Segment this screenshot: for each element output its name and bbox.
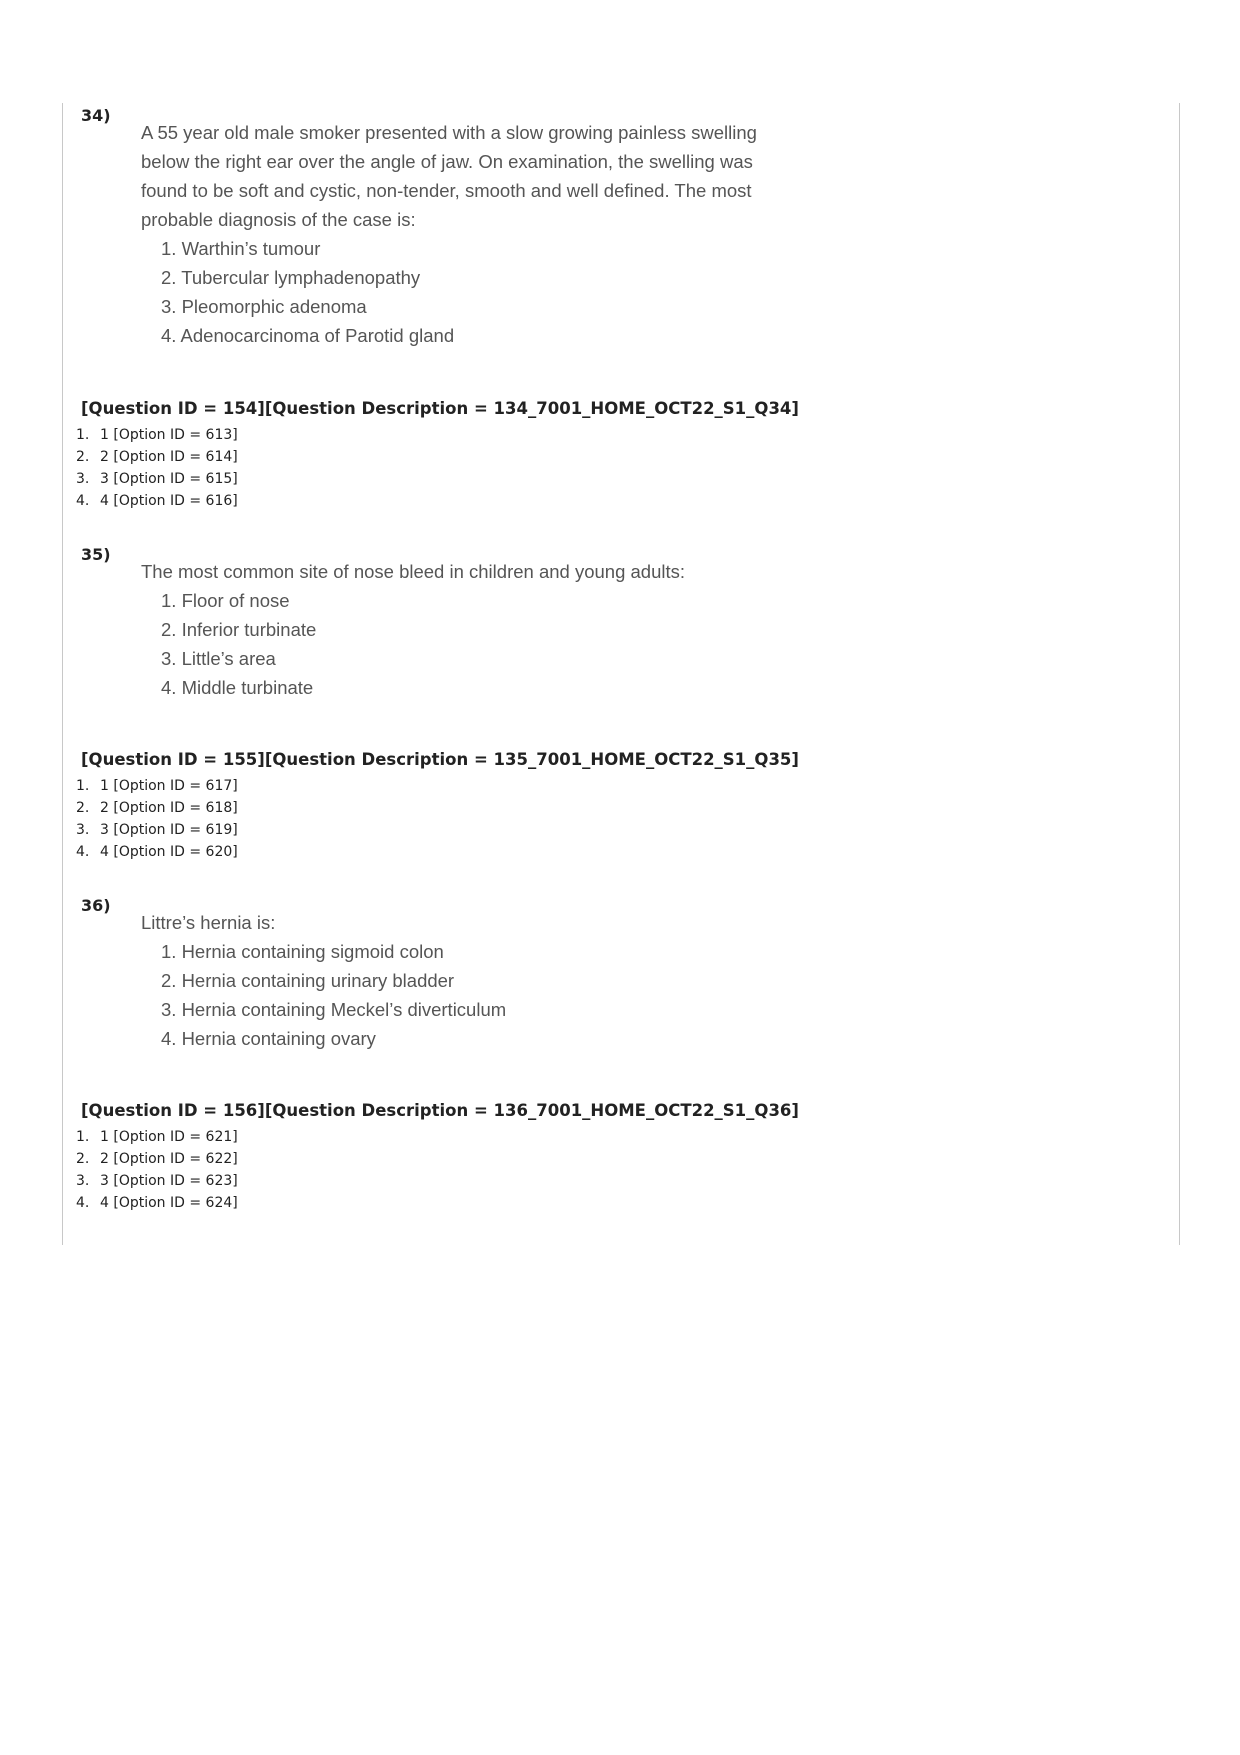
- option-id-label: 1 [Option ID = 617]: [100, 778, 238, 794]
- option-id-number: 3.: [76, 822, 90, 838]
- option-id-list: [76, 1126, 238, 1214]
- question-text: Littre’s hernia is:: [141, 912, 276, 933]
- option-id-item: [76, 424, 238, 446]
- option-id-label: 3 [Option ID = 615]: [100, 471, 238, 487]
- option-id-list: [76, 424, 238, 512]
- option-id-item: [76, 446, 238, 468]
- answer-option: 2. Tubercular lymphadenopathy: [161, 267, 421, 288]
- option-id-item: [76, 468, 238, 490]
- option-id-number: 2.: [76, 449, 90, 465]
- option-id-label: 3 [Option ID = 619]: [100, 822, 238, 838]
- option-id-label: 2 [Option ID = 622]: [100, 1151, 238, 1167]
- option-id-item: [76, 1192, 238, 1214]
- question-body: [141, 557, 761, 702]
- option-id-number: 1.: [76, 1129, 90, 1145]
- option-id-item: [76, 775, 238, 797]
- option-id-label: 2 [Option ID = 614]: [100, 449, 238, 465]
- answer-option: 1. Warthin’s tumour: [161, 238, 321, 259]
- option-id-item: [76, 1148, 238, 1170]
- question-number: 36): [81, 896, 111, 915]
- option-id-item: [76, 797, 238, 819]
- option-id-number: 2.: [76, 1151, 90, 1167]
- option-id-label: 4 [Option ID = 620]: [100, 844, 238, 860]
- option-id-item: [76, 490, 238, 512]
- question-meta: [Question ID = 154][Question Description = 134_7001_HOME_OCT22_S1_Q34]: [81, 399, 799, 418]
- answer-options: [141, 586, 761, 702]
- question-text: A 55 year old male smoker presented with a slow growing painless swelling below the right ear over the angle of jaw. On examination, the swelling was found to be soft and cystic, non-tender, smooth and well defined. The most probable diagnosis of the case is:: [141, 122, 757, 230]
- option-id-number: 3.: [76, 471, 90, 487]
- option-id-label: 1 [Option ID = 613]: [100, 427, 238, 443]
- option-id-label: 3 [Option ID = 623]: [100, 1173, 238, 1189]
- question-meta: [Question ID = 156][Question Description = 136_7001_HOME_OCT22_S1_Q36]: [81, 1101, 799, 1120]
- option-id-list: [76, 775, 238, 863]
- option-id-number: 1.: [76, 427, 90, 443]
- option-id-label: 1 [Option ID = 621]: [100, 1129, 238, 1145]
- option-id-label: 4 [Option ID = 624]: [100, 1195, 238, 1211]
- option-id-label: 2 [Option ID = 618]: [100, 800, 238, 816]
- question-body: [141, 118, 761, 350]
- answer-option: 2. Hernia containing urinary bladder: [161, 970, 455, 991]
- option-id-item: [76, 1126, 238, 1148]
- question-number: 34): [81, 106, 111, 125]
- option-id-item: [76, 841, 238, 863]
- question-text: The most common site of nose bleed in children and young adults:: [141, 561, 686, 582]
- option-id-number: 1.: [76, 778, 90, 794]
- option-id-number: 4.: [76, 844, 90, 860]
- question-meta: [Question ID = 155][Question Description = 135_7001_HOME_OCT22_S1_Q35]: [81, 750, 799, 769]
- option-id-item: [76, 1170, 238, 1192]
- option-id-label: 4 [Option ID = 616]: [100, 493, 238, 509]
- option-id-number: 2.: [76, 800, 90, 816]
- option-id-item: [76, 819, 238, 841]
- question-number: 35): [81, 545, 111, 564]
- answer-option: 1. Hernia containing sigmoid colon: [161, 941, 444, 962]
- option-id-number: 3.: [76, 1173, 90, 1189]
- question-body: [141, 908, 761, 1053]
- answer-option: 1. Floor of nose: [161, 590, 290, 611]
- answer-options: [141, 234, 761, 350]
- answer-option: 4. Adenocarcinoma of Parotid gland: [161, 325, 455, 346]
- option-id-number: 4.: [76, 493, 90, 509]
- answer-option: 4. Hernia containing ovary: [161, 1028, 376, 1049]
- answer-option: 3. Little’s area: [161, 648, 276, 669]
- answer-options: [141, 937, 761, 1053]
- answer-option: 3. Pleomorphic adenoma: [161, 296, 367, 317]
- answer-option: 3. Hernia containing Meckel’s diverticulum: [161, 999, 507, 1020]
- option-id-number: 4.: [76, 1195, 90, 1211]
- answer-option: 2. Inferior turbinate: [161, 619, 317, 640]
- answer-option: 4. Middle turbinate: [161, 677, 314, 698]
